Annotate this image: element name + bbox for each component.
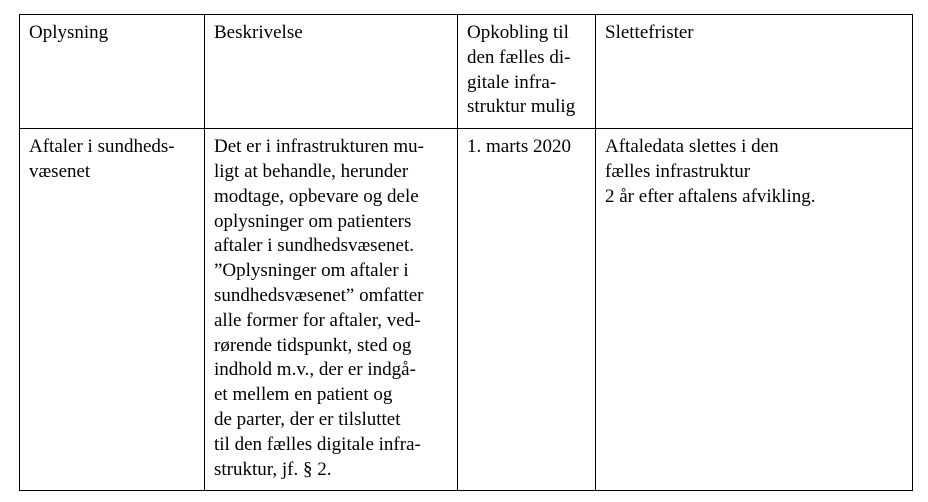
cell-beskrivelse [205,129,458,491]
table-header-row [20,15,913,129]
cell-text-line: rørende tidspunkt, sted og [214,334,412,356]
header-text-line: gitale infra- [467,71,557,93]
header-text-line: struktur mulig [467,96,576,118]
cell-opkobling [458,129,596,491]
cell-text-line: de parter, der er tilsluttet [214,408,401,430]
header-cell-oplysning [20,15,205,129]
cell-text-line: struktur, jf. § 2. [214,458,332,480]
data-retention-table [19,14,913,491]
cell-text-line: Det er i infrastrukturen mu- [214,136,424,158]
cell-text-line: aftaler i sundhedsvæsenet. [214,235,414,257]
cell-text-line: til den fælles digitale infra- [214,433,421,455]
cell-text-line: fælles infrastruktur [605,160,751,182]
cell-text-line: alle former for aftaler, ved- [214,309,421,331]
cell-text-line: sundhedsvæsenet” omfatter [214,284,424,306]
header-text-line: Beskrivelse [214,22,303,43]
header-text-line: den fælles di- [467,46,571,68]
table-row [20,129,913,491]
header-cell-slettefrister [596,15,913,129]
cell-text-line: væsenet [29,160,91,182]
cell-text-line: indhold m.v., der er indgå- [214,359,416,381]
cell-text-line: ”Oplysninger om aftaler i [214,260,409,282]
cell-oplysning [20,129,205,491]
cell-text-line: Aftaledata slettes i den [605,136,779,158]
header-text-line: Oplysning [29,22,109,43]
cell-text-line: ligt at behandle, herunder [214,160,409,182]
cell-text-line: oplysninger om patienters [214,210,412,232]
cell-text-line: 1. marts 2020 [467,136,571,158]
header-cell-beskrivelse [205,15,458,129]
cell-text-line: 2 år efter aftalens afvikling. [605,185,816,207]
header-cell-opkobling [458,15,596,129]
header-text-line: Slettefrister [605,22,694,43]
cell-text-line: et mellem en patient og [214,384,393,406]
cell-text-line: modtage, opbevare og dele [214,185,419,207]
header-text-line: Opkobling til [467,22,569,43]
cell-text-line: Aftaler i sundheds- [29,136,175,158]
cell-slettefrister [596,129,913,491]
